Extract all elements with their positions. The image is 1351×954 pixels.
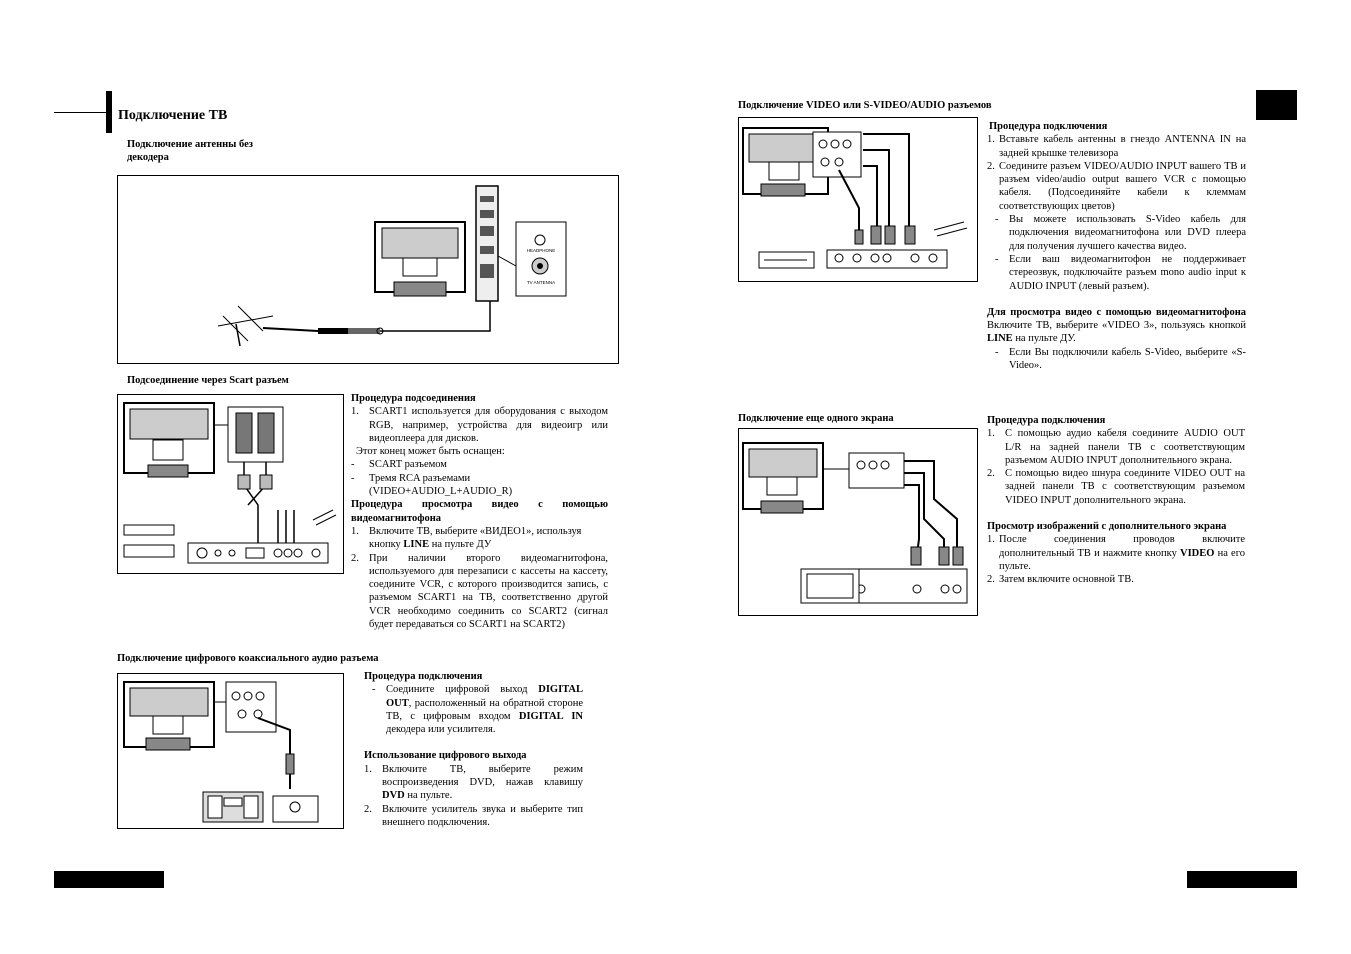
scart-view-1 — [351, 525, 608, 552]
video-sub-1-text: Вы можете использовать S-Video кабель для подключения видеомагнитофона или DVD плеера для получения лучшего качества видео. — [1009, 214, 1246, 252]
footer-bar-right — [1187, 871, 1297, 888]
scart-dash-2 — [351, 472, 608, 499]
scart-view-2 — [351, 552, 608, 632]
video-text — [987, 120, 1246, 372]
fig-headphone-label: HEADPHONE — [526, 248, 556, 253]
screen-view-2-text: Затем включите основной ТВ. — [999, 574, 1134, 586]
video-view-c: на пульте ДУ. — [1012, 333, 1076, 345]
scart-view-1-num: 1. — [351, 525, 359, 537]
video-view-line: LINE — [987, 333, 1013, 345]
screen-diagram — [738, 428, 978, 616]
video-item-1-text: Вставьте кабель антенны в гнездо ANTENNA IN на задней крышке телевизора — [999, 134, 1246, 159]
digital-use-title: Использование цифрового выхода — [364, 750, 527, 762]
screen-item-2 — [987, 467, 1245, 507]
title-rule — [54, 112, 106, 113]
screen-view-2-num: 2. — [987, 574, 995, 586]
video-view-a: Включите ТВ, выберите «VIDEO 3», пользуясь кнопкой — [987, 320, 1246, 332]
screen-proc-title: Процедура подключения — [987, 415, 1106, 426]
video-view-sub — [987, 346, 1246, 373]
screen-view-1-num: 1. — [987, 534, 995, 546]
digital-diagram — [117, 673, 344, 829]
video-item-1-num: 1. — [987, 134, 995, 146]
fig-tv-antenna-label: TV ANTENNA — [526, 280, 556, 285]
antenna-heading-line2: декодера — [127, 152, 169, 164]
page-title: Подключение ТВ — [118, 108, 228, 123]
screen-view-1-a: После соединения проводов включите дополнительный ТВ и нажмите кнопку — [999, 534, 1245, 559]
video-view-sub-text: Если Вы подключили кабель S-Video, выберите «S-Video». — [1009, 346, 1246, 372]
screen-item-1-text: С помощью аудио кабеля соедините AUDIO OUT L/R на задней панели ТВ с соответствующим разъемом AUDIO INPUT дополнительного экрана. — [1005, 428, 1245, 466]
scart-proc-title: Процедура подсоединения — [351, 393, 476, 404]
digital-dash-c: , расположенный на обратной стороне ТВ, с цифровым входом — [386, 697, 583, 722]
screen-item-1-num: 1. — [987, 428, 995, 440]
scart-item-1-num: 1. — [351, 406, 359, 418]
screen-item-2-text: С помощью видео шнура соедините VIDEO OUT на задней панели ТВ с соответствующим разъемом VIDEO INPUT дополнительного экрана. — [1005, 468, 1245, 506]
scart-diagram — [117, 394, 344, 574]
scart-note: Этот конец может быть оснащен: — [356, 446, 505, 458]
video-item-2-num: 2. — [987, 160, 995, 172]
digital-use-1-b: DVD — [382, 790, 405, 802]
digital-use-1-c: на пульте. — [404, 790, 453, 802]
video-sub-2-text: Если ваш видеомагнитофон не поддерживает стереозвук, подключайте разъем mono audio input к AUDIO INPUT (левый разъем). — [1009, 253, 1246, 292]
title-bar — [106, 91, 112, 133]
antenna-heading — [127, 138, 253, 165]
screen-view-1-c: на его пульте. — [999, 547, 1245, 572]
digital-dash-mark: - — [372, 684, 376, 696]
scart-item-1-text: SCART1 используется для оборудования с выходом RGB, например, устройства для видеоигр или видеоплеера для дисков. — [369, 406, 608, 444]
screen-view-1-b: VIDEO — [1180, 547, 1215, 559]
screen-text — [987, 414, 1245, 587]
video-heading: Подключение VIDEO или S-VIDEO/AUDIO разъемов — [738, 100, 992, 111]
scart-view-1-c: на пульте ДУ — [429, 539, 492, 551]
scart-dash-1-mark: - — [351, 459, 355, 471]
video-item-1 — [987, 133, 1246, 160]
scart-text — [351, 392, 608, 631]
digital-dash-d: DIGITAL IN — [518, 710, 583, 722]
digital-heading: Подключение цифрового коаксиального аудио разъема — [117, 653, 379, 664]
footer-bar-left — [54, 871, 164, 888]
video-view-sub-mark: - — [995, 346, 999, 358]
video-item-2 — [987, 160, 1246, 213]
digital-use-2-num: 2. — [364, 803, 372, 815]
screen-item-2-num: 2. — [987, 468, 995, 480]
screen-view-title: Просмотр изображений с дополнительного экрана — [987, 521, 1227, 533]
scart-view-1-a: Включите ТВ, выберите «ВИДЕО1», используя кнопку — [369, 525, 582, 551]
digital-proc-title: Процедура подключения — [364, 671, 483, 682]
digital-dash — [364, 683, 583, 736]
scart-item-1 — [351, 405, 608, 445]
video-proc-title: Процедура подключения — [989, 121, 1108, 132]
digital-text — [364, 670, 583, 829]
digital-use-1 — [364, 763, 583, 803]
video-sub-2-mark: - — [995, 253, 999, 265]
scart-view-1-line: LINE — [403, 539, 430, 551]
scart-view-2-text: При наличии второго видеомагнитофона, используемого для перезаписи с кассеты на кассету, соедините VCR, с которого производится запись, с разъемом SCART1 на ТВ, соответственно другой VCR необходимо соединить со SCART2 (сигнал будет передаваться со SCART1 на SCART2) — [369, 552, 608, 631]
scart-view-title: Процедура просмотра видео с помощью видеомагнитофона — [351, 499, 608, 524]
digital-dash-a: Соедините цифровой выход — [386, 684, 539, 696]
screen-heading: Подключение еще одного экрана — [738, 413, 894, 424]
antenna-heading-line1: Подключение антенны без — [127, 139, 253, 150]
video-sub-1-mark: - — [995, 214, 999, 226]
digital-use-2 — [364, 803, 583, 830]
digital-use-1-num: 1. — [364, 763, 372, 775]
screen-item-1 — [987, 427, 1245, 467]
digital-dash-b: DIGITAL OUT — [386, 684, 583, 709]
digital-use-2-text: Включите усилитель звука и выберите тип внешнего подключения. — [382, 803, 583, 828]
screen-view-1 — [987, 533, 1245, 573]
scart-dash-2-mark: - — [351, 472, 355, 484]
scart-dash-1 — [351, 458, 608, 471]
video-sub-2 — [987, 253, 1246, 293]
digital-use-1-a: Включите ТВ, выберите режим воспроизведения DVD, нажав клавишу — [382, 763, 583, 789]
antenna-diagram — [117, 175, 619, 364]
screen-view-2 — [987, 573, 1245, 586]
digital-dash-e: декодера или усилителя. — [386, 724, 496, 736]
corner-tab — [1256, 90, 1297, 120]
scart-dash-1-text: SCART разъемом — [369, 459, 447, 471]
video-diagram — [738, 117, 978, 282]
scart-dash-2-text: Тремя RCA разъемами (VIDEO+AUDIO_L+AUDIO_R) — [369, 472, 513, 498]
video-sub-1 — [987, 213, 1246, 253]
scart-view-2-num: 2. — [351, 552, 359, 564]
video-item-2-text: Соедините разъем VIDEO/AUDIO INPUT вашего ТВ и разъем video/audio output вашего VCR с помощью кабеля. (Подсоединяйте кабели к клеммам соответствующих цветов) — [999, 160, 1246, 212]
video-view-title: Для просмотра видео с помощью видеомагнитофона — [987, 306, 1246, 318]
video-view-text — [987, 319, 1246, 346]
scart-heading: Подсоединение через Scart разъем — [127, 375, 289, 386]
